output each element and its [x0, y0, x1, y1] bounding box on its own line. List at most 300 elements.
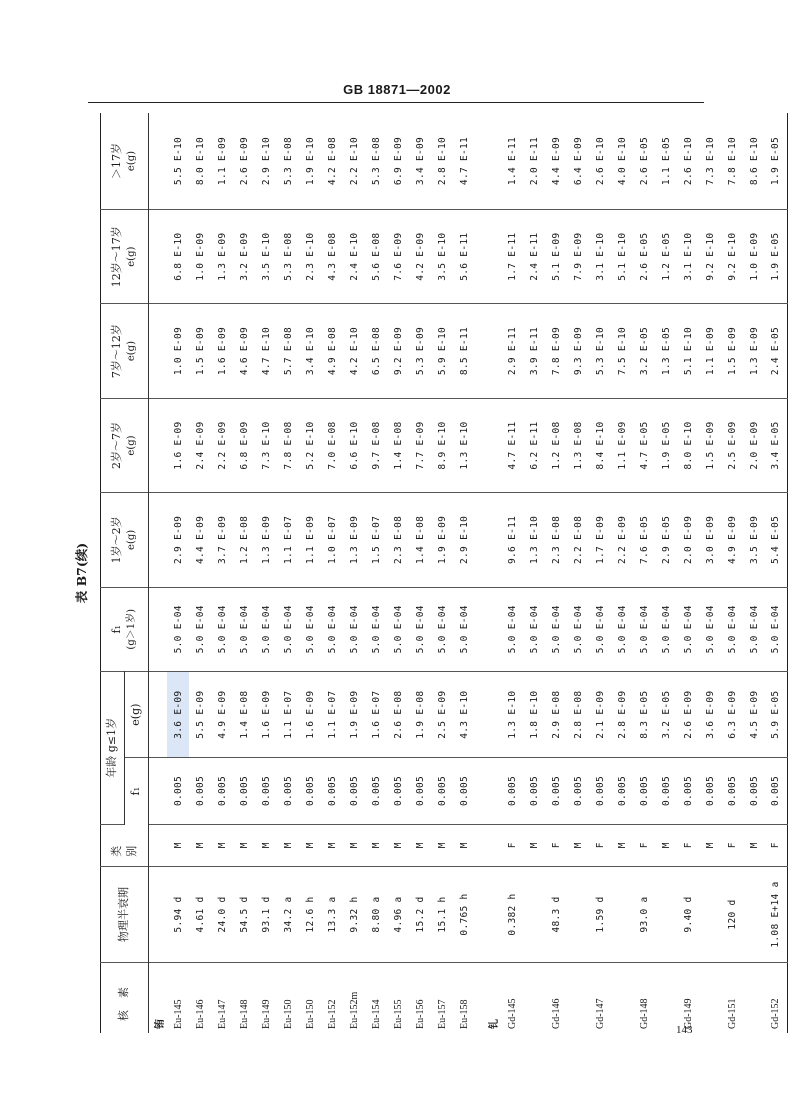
table-row — [453, 113, 475, 1033]
table-cell: 0.005 — [655, 758, 677, 824]
table-cell: 3.9 E-11 — [523, 304, 545, 398]
table-cell: Eu-158 — [458, 999, 470, 1029]
table-cell: 2.9 E-08 — [545, 671, 567, 757]
table-cell: F — [721, 824, 743, 866]
table-cell: 5.2 E-10 — [299, 398, 321, 492]
element-group-row — [149, 113, 168, 1033]
table-cell: 4.7 E-10 — [255, 304, 277, 398]
table-cell — [743, 963, 765, 1033]
table-cell: Eu-148 — [238, 999, 250, 1029]
table-cell: 4.3 E-08 — [321, 209, 343, 303]
table-cell: 5.0 E-04 — [343, 587, 365, 671]
table-cell: 1.7 E-09 — [589, 493, 611, 587]
table-cell: M — [233, 824, 255, 866]
table-cell: 5.0 E-04 — [299, 587, 321, 671]
table-row — [699, 113, 721, 1033]
table-cell — [523, 963, 545, 1033]
empty-cell — [483, 587, 501, 671]
table-cell: 7.6 E-09 — [387, 209, 409, 303]
col-age-group: 年龄 g≤1岁 — [101, 671, 125, 824]
col-over-17: ＞17岁 e(g) — [101, 113, 149, 209]
table-cell — [699, 963, 721, 1033]
table-cell: 8.3 E-05 — [633, 671, 655, 757]
table-cell: 4.9 E-09 — [721, 493, 743, 587]
empty-cell — [149, 209, 168, 303]
table-cell: 48.3 d — [545, 866, 567, 962]
table-cell: 8.6 E-10 — [743, 113, 765, 209]
table-cell: 93.0 a — [633, 866, 655, 962]
empty-cell — [483, 758, 501, 824]
table-cell: 4.3 E-10 — [453, 671, 475, 757]
col-2-7: 2岁～7岁 e(g) — [101, 398, 149, 492]
table-cell: Eu-152m — [348, 991, 360, 1029]
table-cell: 0.005 — [765, 758, 787, 824]
table-cell: Eu-150 — [304, 999, 316, 1029]
table-cell: 1.1 E-05 — [655, 113, 677, 209]
table-cell: 2.6 E-05 — [633, 113, 655, 209]
table-cell: 1.1 E-07 — [277, 671, 299, 757]
empty-cell — [475, 758, 483, 824]
table-cell: Eu-145 — [172, 999, 184, 1029]
empty-cell — [483, 493, 501, 587]
table-cell: M — [567, 824, 589, 866]
table-cell: 4.4 E-09 — [545, 113, 567, 209]
table-cell: 2.6 E-10 — [589, 113, 611, 209]
table-cell: 5.0 E-04 — [611, 587, 633, 671]
table-cell: 15.1 h — [431, 866, 453, 962]
table-cell: 9.7 E-08 — [365, 398, 387, 492]
table-cell: 5.9 E-05 — [765, 671, 787, 757]
table-cell: 2.4 E-11 — [523, 209, 545, 303]
table-cell: 3.2 E-05 — [633, 304, 655, 398]
table-cell: Gd-146 — [550, 998, 562, 1029]
table-row — [567, 113, 589, 1033]
table-cell: 1.1 E-07 — [277, 493, 299, 587]
table-cell — [743, 866, 765, 962]
table-row — [633, 113, 655, 1033]
empty-cell — [149, 493, 168, 587]
col-half-life: 物理半衰期 — [101, 866, 149, 962]
table-cell: 1.9 E-10 — [299, 113, 321, 209]
table-cell: 7.8 E-09 — [545, 304, 567, 398]
table-cell: 0.005 — [409, 758, 431, 824]
table-cell: 9.2 E-10 — [699, 209, 721, 303]
table-cell: 0.005 — [299, 758, 321, 824]
table-cell: 1.4 E-08 — [233, 671, 255, 757]
empty-cell — [483, 866, 501, 962]
table-cell: 2.4 E-09 — [189, 398, 211, 492]
table-cell: 0.005 — [387, 758, 409, 824]
table-cell: 0.005 — [211, 758, 233, 824]
table-cell: 3.4 E-05 — [765, 398, 787, 492]
table-cell: M — [255, 824, 277, 866]
table-cell: Eu-149 — [260, 999, 272, 1029]
table-cell: 4.0 E-10 — [611, 113, 633, 209]
table-cell: 5.9 E-10 — [431, 304, 453, 398]
empty-cell — [483, 398, 501, 492]
table-cell: Eu-154 — [370, 999, 382, 1029]
table-cell: 7.9 E-09 — [567, 209, 589, 303]
table-cell: 5.0 E-04 — [501, 587, 523, 671]
table-cell: Gd-147 — [594, 998, 606, 1029]
table-cell: 1.5 E-07 — [365, 493, 387, 587]
table-cell: 2.1 E-09 — [589, 671, 611, 757]
table-row — [743, 113, 765, 1033]
table-cell: 1.3 E-08 — [567, 398, 589, 492]
table-cell: 5.0 E-04 — [655, 587, 677, 671]
table-cell: 2.6 E-10 — [677, 113, 699, 209]
table-cell: 2.9 E-05 — [655, 493, 677, 587]
table-cell: 2.8 E-10 — [431, 113, 453, 209]
table-cell: 5.5 E-10 — [167, 113, 189, 209]
table-cell: 4.9 E-09 — [211, 671, 233, 757]
table-cell: M — [189, 824, 211, 866]
table-cell: M — [321, 824, 343, 866]
col-12-17: 12岁～17岁 e(g) — [101, 209, 149, 303]
col-7-12: 7岁～12岁 e(g) — [101, 304, 149, 398]
table-cell: 2.8 E-09 — [611, 671, 633, 757]
table-cell: 7.6 E-05 — [633, 493, 655, 587]
table-cell: F — [765, 824, 787, 866]
table-cell: 0.005 — [233, 758, 255, 824]
table-cell: 1.6 E-09 — [167, 398, 189, 492]
table-cell: 2.9 E-09 — [167, 493, 189, 587]
empty-cell — [475, 866, 483, 962]
table-cell: 1.3 E-09 — [211, 209, 233, 303]
table-cell: 3.5 E-10 — [255, 209, 277, 303]
table-cell: 1.4 E-08 — [409, 493, 431, 587]
table-row — [387, 113, 409, 1033]
table-row — [189, 113, 211, 1033]
table-cell: Gd-151 — [726, 998, 738, 1029]
table-cell: 24.0 d — [211, 866, 233, 962]
table-cell: M — [299, 824, 321, 866]
table-cell: 5.0 E-04 — [765, 587, 787, 671]
table-cell: 0.005 — [677, 758, 699, 824]
table-cell: 8.5 E-11 — [453, 304, 475, 398]
table-cell: F — [545, 824, 567, 866]
table-cell: 6.9 E-09 — [387, 113, 409, 209]
table-cell: 2.0 E-11 — [523, 113, 545, 209]
table-cell: M — [699, 824, 721, 866]
table-cell: 0.005 — [633, 758, 655, 824]
table-cell: 1.9 E-05 — [765, 209, 787, 303]
table-cell: 3.1 E-10 — [589, 209, 611, 303]
table-cell: 5.5 E-09 — [189, 671, 211, 757]
table-cell: 3.4 E-10 — [299, 304, 321, 398]
table-cell: 4.96 a — [387, 866, 409, 962]
element-group-name: 钆 — [488, 1019, 500, 1029]
table-cell: 5.0 E-04 — [431, 587, 453, 671]
table-cell — [699, 866, 721, 962]
empty-cell — [149, 866, 168, 962]
table-cell: 0.005 — [189, 758, 211, 824]
table-cell: 3.6 E-09 — [167, 671, 189, 757]
table-cell: Eu-147 — [216, 999, 228, 1029]
table-cell: 1.6 E-09 — [255, 671, 277, 757]
empty-cell — [475, 398, 483, 492]
table-cell: M — [655, 824, 677, 866]
table-cell: 2.9 E-10 — [453, 493, 475, 587]
table-cell: 2.2 E-08 — [567, 493, 589, 587]
empty-cell — [483, 304, 501, 398]
table-cell: 5.0 E-04 — [743, 587, 765, 671]
table-cell: 9.2 E-09 — [387, 304, 409, 398]
element-group-row — [483, 113, 501, 1033]
table-cell: 6.8 E-10 — [167, 209, 189, 303]
table-cell: 5.94 d — [167, 866, 189, 962]
table-cell: 5.3 E-10 — [589, 304, 611, 398]
table-cell: 1.2 E-08 — [233, 493, 255, 587]
table-cell: 0.765 h — [453, 866, 475, 962]
empty-cell — [149, 398, 168, 492]
table-cell: 13.3 a — [321, 866, 343, 962]
table-cell: 7.8 E-10 — [721, 113, 743, 209]
table-cell: 4.6 E-09 — [233, 304, 255, 398]
table-cell: 2.6 E-08 — [387, 671, 409, 757]
table-cell: 0.005 — [589, 758, 611, 824]
table-cell: 1.0 E-09 — [167, 304, 189, 398]
table-row — [545, 113, 567, 1033]
table-cell — [523, 866, 545, 962]
table-cell: 7.0 E-08 — [321, 398, 343, 492]
table-cell: 0.005 — [545, 758, 567, 824]
table-row — [255, 113, 277, 1033]
table-cell: 8.0 E-10 — [189, 113, 211, 209]
table-cell: 9.40 d — [677, 866, 699, 962]
table-cell: 2.9 E-10 — [255, 113, 277, 209]
table-cell: 0.005 — [743, 758, 765, 824]
empty-cell — [475, 304, 483, 398]
table-cell — [611, 963, 633, 1033]
table-cell: 4.4 E-09 — [189, 493, 211, 587]
table-cell: 1.3 E-09 — [343, 493, 365, 587]
empty-cell — [483, 671, 501, 757]
table-cell: 1.3 E-09 — [255, 493, 277, 587]
table-cell: 4.7 E-11 — [453, 113, 475, 209]
col-f1-adult: f₁ (g＞1岁) — [101, 587, 149, 671]
table-cell: 5.0 E-04 — [567, 587, 589, 671]
table-cell: 1.6 E-09 — [299, 671, 321, 757]
table-cell: 7.8 E-08 — [277, 398, 299, 492]
table-cell: 1.2 E-05 — [655, 209, 677, 303]
table-cell: 8.4 E-10 — [589, 398, 611, 492]
table-cell — [655, 866, 677, 962]
table-cell: 5.3 E-08 — [277, 113, 299, 209]
table-row — [343, 113, 365, 1033]
table-cell: 2.5 E-09 — [721, 398, 743, 492]
table-cell: M — [743, 824, 765, 866]
table-row — [501, 113, 523, 1033]
table-cell: 5.0 E-04 — [365, 587, 387, 671]
table-cell — [567, 963, 589, 1033]
table-cell: 1.5 E-09 — [189, 304, 211, 398]
dose-coefficient-table — [100, 113, 788, 1033]
table-cell: 1.0 E-09 — [189, 209, 211, 303]
table-cell: 1.0 E-07 — [321, 493, 343, 587]
table-cell: 34.2 a — [277, 866, 299, 962]
table-cell: 9.32 h — [343, 866, 365, 962]
table-cell: Eu-152 — [326, 999, 338, 1029]
table-cell: 5.1 E-10 — [611, 209, 633, 303]
table-cell: 2.6 E-05 — [633, 209, 655, 303]
table-cell: 8.80 a — [365, 866, 387, 962]
table-cell: 5.0 E-04 — [699, 587, 721, 671]
table-cell: 1.08 E+14 a — [765, 866, 787, 962]
col-eg-infant: e(g) — [125, 671, 149, 757]
table-row — [277, 113, 299, 1033]
empty-cell — [475, 587, 483, 671]
table-cell: 1.0 E-09 — [743, 209, 765, 303]
table-cell: Gd-152 — [770, 998, 782, 1029]
empty-cell — [149, 824, 168, 866]
table-cell: M — [277, 824, 299, 866]
table-cell: 8.0 E-10 — [677, 398, 699, 492]
table-cell: 1.1 E-07 — [321, 671, 343, 757]
table-cell: 1.3 E-05 — [655, 304, 677, 398]
table-caption: 表 B7(续) — [74, 542, 89, 604]
rotated-table-container — [74, 113, 782, 1033]
table-row — [211, 113, 233, 1033]
table-cell: 2.6 E-09 — [233, 113, 255, 209]
group-spacer — [475, 113, 483, 1033]
table-cell: M — [343, 824, 365, 866]
table-cell: 3.1 E-10 — [677, 209, 699, 303]
table-cell: 9.6 E-11 — [501, 493, 523, 587]
table-cell: 1.1 E-09 — [611, 398, 633, 492]
table-cell: Gd-148 — [638, 998, 650, 1029]
table-cell: 0.005 — [431, 758, 453, 824]
table-cell: 0.382 h — [501, 866, 523, 962]
table-cell: Gd-149 — [682, 998, 694, 1029]
table-cell: 5.0 E-04 — [545, 587, 567, 671]
table-row — [721, 113, 743, 1033]
table-cell: 1.5 E-09 — [699, 398, 721, 492]
table-cell: 2.3 E-10 — [299, 209, 321, 303]
empty-cell — [475, 493, 483, 587]
table-cell: M — [611, 824, 633, 866]
table-cell: 5.0 E-04 — [189, 587, 211, 671]
table-cell: 2.3 E-08 — [545, 493, 567, 587]
table-cell: 4.7 E-11 — [501, 398, 523, 492]
table-cell: 0.005 — [255, 758, 277, 824]
table-cell: 5.3 E-08 — [277, 209, 299, 303]
table-cell: 2.4 E-10 — [343, 209, 365, 303]
table-cell: 8.9 E-10 — [431, 398, 453, 492]
table-cell: 7.3 E-10 — [255, 398, 277, 492]
table-cell: 7.3 E-10 — [699, 113, 721, 209]
table-cell: 2.0 E-09 — [677, 493, 699, 587]
table-cell: 4.61 d — [189, 866, 211, 962]
table-cell: Eu-156 — [414, 999, 426, 1029]
table-row — [677, 113, 699, 1033]
table-cell: 5.1 E-09 — [545, 209, 567, 303]
empty-cell — [149, 671, 168, 757]
table-cell — [611, 866, 633, 962]
col-f1-infant: f₁ — [125, 758, 149, 824]
table-cell: 1.9 E-09 — [343, 671, 365, 757]
empty-cell — [483, 824, 501, 866]
table-row — [321, 113, 343, 1033]
table-cell: 1.59 d — [589, 866, 611, 962]
table-cell: 5.0 E-04 — [409, 587, 431, 671]
table-row — [431, 113, 453, 1033]
table-cell: 1.6 E-07 — [365, 671, 387, 757]
empty-cell — [483, 113, 501, 209]
table-cell: 6.4 E-09 — [567, 113, 589, 209]
table-cell: 1.1 E-09 — [699, 304, 721, 398]
table-cell: 2.0 E-09 — [743, 398, 765, 492]
table-cell: 2.2 E-09 — [211, 398, 233, 492]
table-cell: 2.9 E-11 — [501, 304, 523, 398]
table-cell: 4.9 E-08 — [321, 304, 343, 398]
table-cell: 1.3 E-10 — [453, 398, 475, 492]
table-cell: M — [211, 824, 233, 866]
table-cell: 3.0 E-09 — [699, 493, 721, 587]
table-cell: Eu-157 — [436, 999, 448, 1029]
table-cell: M — [453, 824, 475, 866]
table-cell: 1.7 E-11 — [501, 209, 523, 303]
empty-cell — [475, 113, 483, 209]
table-cell: 1.9 E-08 — [409, 671, 431, 757]
table-cell: M — [523, 824, 545, 866]
page-number: 143 — [676, 1024, 693, 1036]
table-cell: 5.0 E-04 — [211, 587, 233, 671]
table-cell: 1.2 E-08 — [545, 398, 567, 492]
table-cell: 54.5 d — [233, 866, 255, 962]
table-cell: 1.3 E-10 — [501, 671, 523, 757]
empty-cell — [475, 671, 483, 757]
table-cell: 0.005 — [523, 758, 545, 824]
table-cell: 1.9 E-05 — [655, 398, 677, 492]
element-group-name: 铕 — [154, 1019, 166, 1029]
table-cell: 0.005 — [365, 758, 387, 824]
table-cell: M — [387, 824, 409, 866]
table-cell: 7.5 E-10 — [611, 304, 633, 398]
table-row — [167, 113, 189, 1033]
col-1-2: 1岁～2岁 e(g) — [101, 493, 149, 587]
table-cell: 0.005 — [721, 758, 743, 824]
table-cell: 3.7 E-09 — [211, 493, 233, 587]
table-cell: M — [409, 824, 431, 866]
table-cell: 6.3 E-09 — [721, 671, 743, 757]
table-cell: 5.7 E-08 — [277, 304, 299, 398]
header-rule — [88, 102, 704, 103]
table-cell: 2.5 E-09 — [431, 671, 453, 757]
table-cell: M — [167, 824, 189, 866]
table-cell: 1.9 E-09 — [431, 493, 453, 587]
table-cell: 3.5 E-09 — [743, 493, 765, 587]
table-row — [611, 113, 633, 1033]
table-cell: 1.6 E-09 — [211, 304, 233, 398]
table-cell: 5.1 E-10 — [677, 304, 699, 398]
table-row — [299, 113, 321, 1033]
table-cell: 9.2 E-10 — [721, 209, 743, 303]
table-cell: 2.3 E-08 — [387, 493, 409, 587]
table-cell: 0.005 — [167, 758, 189, 824]
table-cell: 4.2 E-09 — [409, 209, 431, 303]
table-cell: M — [365, 824, 387, 866]
table-cell: 120 d — [721, 866, 743, 962]
table-row — [589, 113, 611, 1033]
table-row — [765, 113, 787, 1033]
table-cell: 5.6 E-08 — [365, 209, 387, 303]
table-cell: 1.1 E-09 — [299, 493, 321, 587]
table-cell: 1.1 E-09 — [211, 113, 233, 209]
table-cell: 6.8 E-09 — [233, 398, 255, 492]
table-cell: Eu-155 — [392, 999, 404, 1029]
standard-header: GB 18871—2002 — [343, 82, 451, 97]
